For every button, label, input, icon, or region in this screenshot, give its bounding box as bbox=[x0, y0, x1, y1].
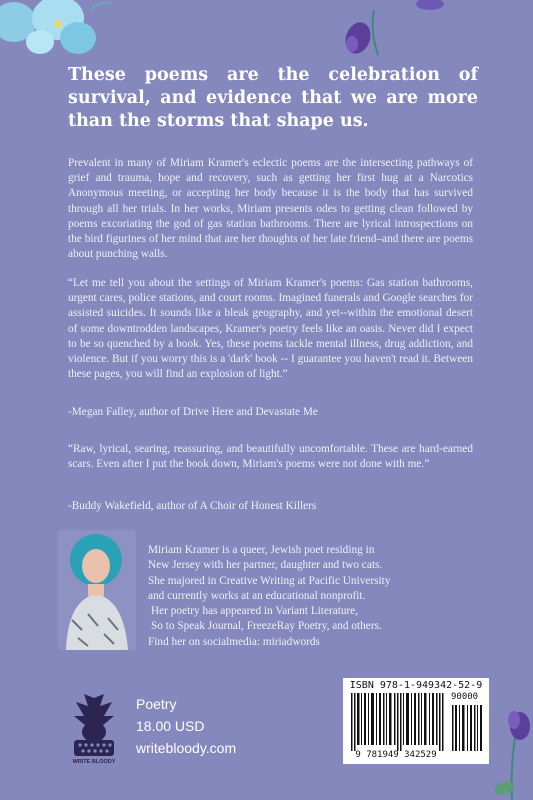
publisher-info bbox=[136, 693, 236, 759]
bio-line: and currently works at an educational nonprofit. bbox=[148, 589, 366, 602]
bio-line: Miriam Kramer is a queer, Jewish poet residing in bbox=[148, 544, 375, 556]
bio-line: New Jersey with her partner, daughter and two cats. bbox=[148, 559, 383, 572]
barcode-addon: 90000 bbox=[451, 692, 479, 702]
blurb-attribution-2: -Buddy Wakefield, author of A Choir of Honest Killers bbox=[68, 500, 317, 512]
isbn-barcode bbox=[343, 678, 489, 764]
flower-illustration-bottom-right bbox=[490, 690, 533, 800]
bio-line: Find her on socialmedia: miriadwords bbox=[148, 635, 320, 648]
isbn-number: ISBN 978-1-949342-52-9 bbox=[349, 680, 483, 691]
bio-line: Her poetry has appeared in Variant Literature, bbox=[151, 605, 359, 618]
headline: These poems are the celebration of survival, and evidence that we are more than the storms that shape us. bbox=[68, 65, 478, 131]
bio-line: So to Speak Journal, FreezeRay Poetry, and others. bbox=[151, 620, 382, 633]
blurb-quote-1: “Let me tell you about the settings of Miriam Kramer's poems: Gas station bathrooms, urgent cares, police stations, and court rooms. Imagined funerals and Google searches for assisted suicides. It sounds like a bleak geography, and yet--within the emotional desert of some downtrodden landscapes, Kramer's poetry feels like an oasis. Never did I expect to be so quenched by a book. Yes, these poems tackle mental illness, drug addiction, and violence. But if you worry this is a 'dark' book -- I guarantee you haven't read it. Between these pages, you will find an explosion of light.” bbox=[68, 277, 473, 381]
barcode-digits: 9 781949 342529 bbox=[355, 750, 437, 760]
publisher-website: writebloody.com bbox=[136, 740, 237, 756]
category-label: Poetry bbox=[136, 696, 177, 712]
author-bio bbox=[140, 543, 440, 650]
author-photo bbox=[58, 530, 136, 650]
blurb-quote-2: “Raw, lyrical, searing, reassuring, and beautifully uncomfortable. These are hard-earned scars. Even after I put the book down, Miriam's poems were not done with me.” bbox=[68, 443, 473, 471]
logo-text: WRITE BLOODY bbox=[72, 759, 116, 765]
flower-illustration-top-left bbox=[0, 0, 120, 66]
book-description: Prevalent in many of Miriam Kramer's eclectic poems are the intersecting pathways of grief and trauma, hope and recovery, such as getting her first hug at a Narcotics Anonymous meeting, or accepting her body because it is the body that has survived through all her trials. In her works, Miriam presents odes to getting clean followed by poems excoriating the god of gas station bathrooms. There are lyrical introspections on the bird figurines of her mind that are her thoughts of her late friend–and there are poems about punching walls. bbox=[68, 157, 473, 261]
write-bloody-logo bbox=[68, 692, 120, 766]
blurb-attribution-1: -Megan Falley, author of Drive Here and Devastate Me bbox=[68, 406, 318, 418]
price-label: 18.00 USD bbox=[136, 718, 205, 734]
bio-line: She majored in Creative Writing at Pacific University bbox=[148, 574, 391, 587]
flower-illustration-top-right bbox=[330, 0, 450, 60]
